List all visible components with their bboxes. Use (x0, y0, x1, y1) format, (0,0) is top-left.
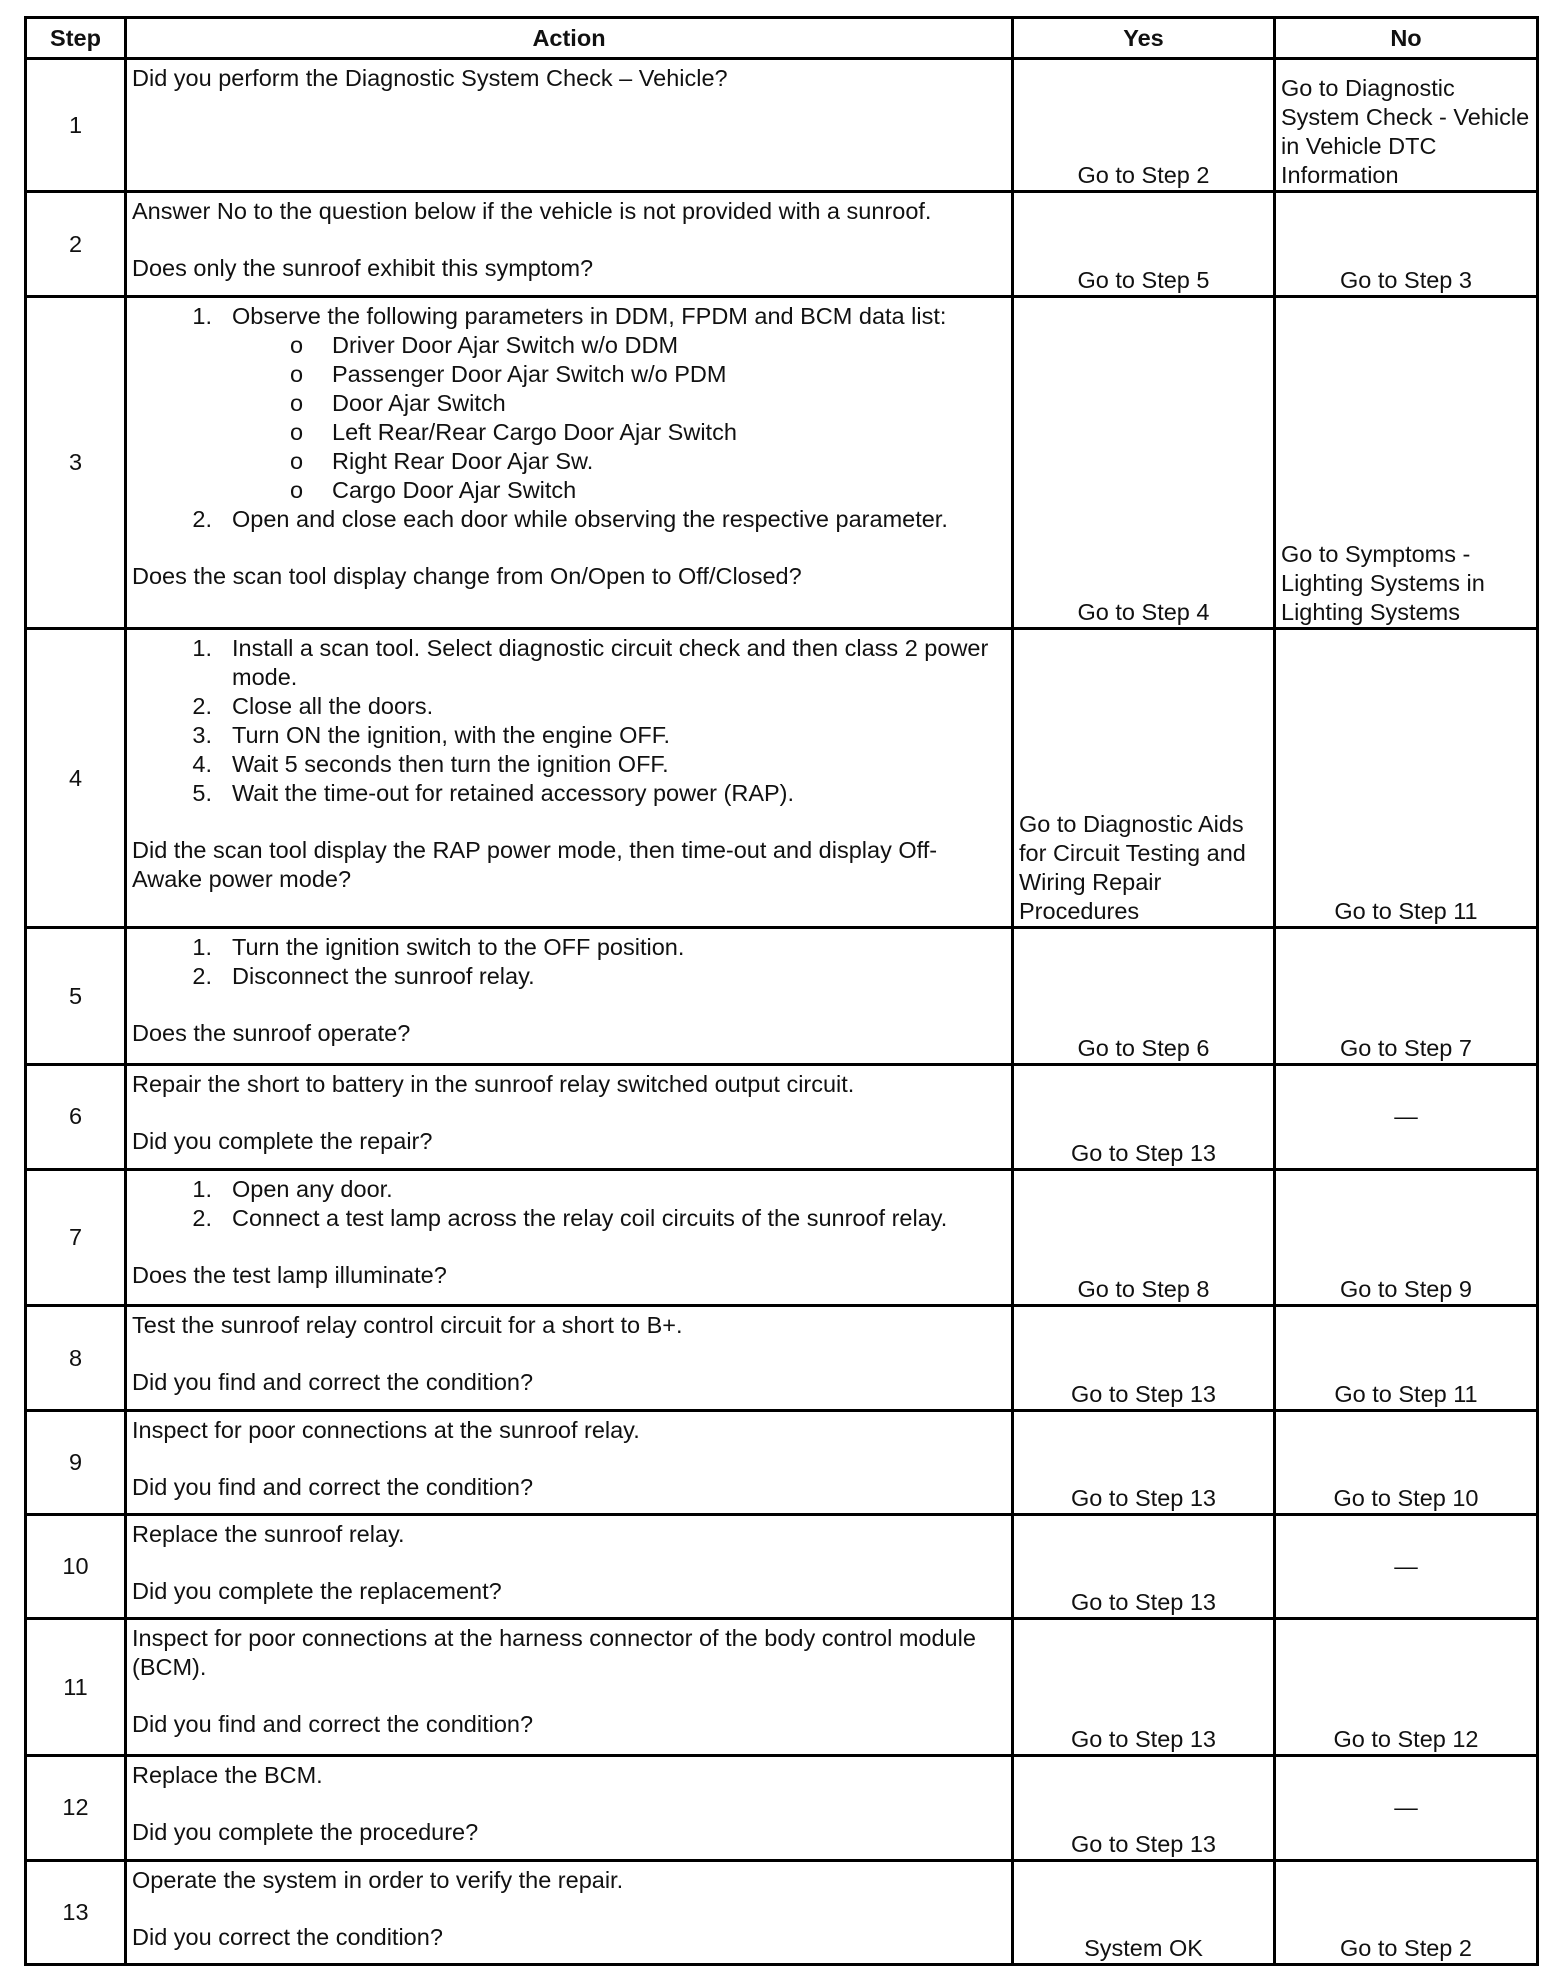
spacer (132, 1895, 1006, 1923)
step-number: 2 (26, 192, 126, 296)
step-index: 2. (192, 1204, 212, 1231)
table-row (26, 296, 1538, 628)
procedure-step (192, 721, 1006, 750)
spacer (132, 226, 1006, 254)
table-row (26, 1515, 1538, 1619)
procedure-steps (132, 634, 1006, 808)
yes-result: Go to Step 13 (1013, 1515, 1275, 1619)
table-row (26, 1306, 1538, 1410)
diagnostic-table (24, 16, 1539, 1966)
step-text: Connect a test lamp across the relay coil circuits of the sunroof relay. (232, 1204, 948, 1231)
action-question: Did you find and correct the condition? (132, 1369, 534, 1396)
spacer (132, 1099, 1006, 1127)
yes-result: Go to Step 6 (1013, 928, 1275, 1065)
no-result: — (1275, 1065, 1538, 1169)
step-text: Turn ON the ignition, with the engine OFF. (232, 721, 671, 748)
table-row (26, 1410, 1538, 1514)
step-number: 4 (26, 628, 126, 928)
table-row (26, 1860, 1538, 1964)
yes-result: Go to Step 2 (1013, 59, 1275, 192)
step-text: Disconnect the sunroof relay. (232, 963, 535, 990)
step-number: 5 (26, 928, 126, 1065)
step-text: Open and close each door while observing the respective parameter. (232, 505, 948, 532)
action-instruction: Inspect for poor connections at the harness connector of the body control module (BCM). (132, 1625, 976, 1681)
action-cell (126, 1515, 1013, 1619)
yes-result: Go to Diagnostic Aids for Circuit Testing and Wiring Repair Procedures (1013, 628, 1275, 928)
no-result: — (1275, 1515, 1538, 1619)
step-number: 3 (26, 296, 126, 628)
action-cell (126, 1065, 1013, 1169)
step-text: Close all the doors. (232, 692, 434, 719)
action-question: Did you find and correct the condition? (132, 1711, 534, 1738)
action-cell (126, 1860, 1013, 1964)
parameter-item: o Cargo Door Ajar Switch (332, 476, 1006, 505)
step-index: 4. (192, 750, 212, 777)
action-question: Does the scan tool display change from On/Open to Off/Closed? (132, 562, 802, 589)
table-row (26, 1619, 1538, 1756)
step-number: 11 (26, 1619, 126, 1756)
action-cell (126, 1619, 1013, 1756)
parameter-item: o Left Rear/Rear Cargo Door Ajar Switch (332, 418, 1006, 447)
action-cell (126, 928, 1013, 1065)
action-question: Did you correct the condition? (132, 1923, 443, 1950)
step-index: 2. (192, 963, 212, 990)
table-row (26, 59, 1538, 192)
spacer (132, 991, 1006, 1019)
table-row (26, 928, 1538, 1065)
action-cell (126, 628, 1013, 928)
action-instruction: Answer No to the question below if the vehicle is not provided with a sunroof. (132, 198, 932, 225)
action-cell (126, 192, 1013, 296)
step-number: 13 (26, 1860, 126, 1964)
step-number: 9 (26, 1410, 126, 1514)
yes-result: Go to Step 5 (1013, 192, 1275, 296)
no-result: Go to Step 7 (1275, 928, 1538, 1065)
spacer (132, 1233, 1006, 1261)
action-question: Does the test lamp illuminate? (132, 1261, 447, 1288)
action-instruction: Test the sunroof relay control circuit for a short to B+. (132, 1312, 683, 1339)
no-result: Go to Step 9 (1275, 1169, 1538, 1306)
action-instruction: Inspect for poor connections at the sunroof relay. (132, 1416, 640, 1443)
action-cell (126, 296, 1013, 628)
step-index: 1. (192, 1175, 212, 1202)
yes-result: Go to Step 13 (1013, 1756, 1275, 1860)
table-row (26, 1065, 1538, 1169)
step-number: 10 (26, 1515, 126, 1619)
no-result: Go to Symptoms - Lighting Systems in Lighting Systems (1275, 296, 1538, 628)
step-number: 6 (26, 1065, 126, 1169)
step-text: Observe the following parameters in DDM, FPDM and BCM data list: (232, 302, 947, 329)
no-result: Go to Step 11 (1275, 628, 1538, 928)
action-question: Did the scan tool display the RAP power mode, then time-out and display Off-Awake power mode? (132, 836, 938, 892)
action-cell (126, 1169, 1013, 1306)
step-index: 1. (192, 302, 212, 329)
yes-result: Go to Step 4 (1013, 296, 1275, 628)
header-step: Step (26, 18, 126, 59)
yes-result: Go to Step 8 (1013, 1169, 1275, 1306)
procedure-step (192, 634, 1006, 692)
step-text: Wait 5 seconds then turn the ignition OFF. (232, 750, 669, 777)
header-action: Action (126, 18, 1013, 59)
procedure-step (192, 505, 1006, 534)
procedure-step (192, 933, 1006, 962)
step-text: Turn the ignition switch to the OFF position. (232, 934, 685, 961)
spacer (132, 1445, 1006, 1473)
spacer (132, 1682, 1006, 1710)
yes-result: Go to Step 13 (1013, 1306, 1275, 1410)
step-number: 7 (26, 1169, 126, 1306)
yes-result: Go to Step 13 (1013, 1410, 1275, 1514)
header-no: No (1275, 18, 1538, 59)
procedure-steps (132, 933, 1006, 991)
spacer (132, 808, 1006, 836)
table-row (26, 1169, 1538, 1306)
procedure-step (192, 1175, 1006, 1204)
action-question: Does the sunroof operate? (132, 1020, 411, 1047)
action-question: Did you complete the procedure? (132, 1819, 479, 1846)
procedure-steps (132, 302, 1006, 534)
step-number: 1 (26, 59, 126, 192)
table-row (26, 1756, 1538, 1860)
step-index: 5. (192, 779, 212, 806)
action-cell (126, 59, 1013, 192)
step-text: Install a scan tool. Select diagnostic circuit check and then class 2 power mode. (232, 634, 989, 690)
step-index: 1. (192, 634, 212, 661)
parameter-item: o Right Rear Door Ajar Sw. (332, 447, 1006, 476)
no-result: Go to Step 10 (1275, 1410, 1538, 1514)
step-text: Wait the time-out for retained accessory power (RAP). (232, 779, 795, 806)
no-result: — (1275, 1756, 1538, 1860)
step-index: 2. (192, 692, 212, 719)
step-index: 2. (192, 505, 212, 532)
action-cell (126, 1756, 1013, 1860)
action-question: Did you complete the repair? (132, 1128, 433, 1155)
header-row (26, 18, 1538, 59)
procedure-step (192, 692, 1006, 721)
header-yes: Yes (1013, 18, 1275, 59)
no-result: Go to Step 3 (1275, 192, 1538, 296)
procedure-step (192, 302, 1006, 505)
yes-result: System OK (1013, 1860, 1275, 1964)
no-result: Go to Step 11 (1275, 1306, 1538, 1410)
parameter-item: o Door Ajar Switch (332, 389, 1006, 418)
step-text: Open any door. (232, 1175, 393, 1202)
action-instruction: Operate the system in order to verify the repair. (132, 1866, 624, 1893)
procedure-step (192, 1204, 1006, 1233)
no-result: Go to Step 12 (1275, 1619, 1538, 1756)
action-instruction: Replace the sunroof relay. (132, 1521, 405, 1548)
spacer (132, 1340, 1006, 1368)
procedure-step (192, 750, 1006, 779)
action-instruction: Repair the short to battery in the sunroof relay switched output circuit. (132, 1071, 855, 1098)
action-instruction: Replace the BCM. (132, 1762, 323, 1789)
step-number: 12 (26, 1756, 126, 1860)
parameter-item: o Passenger Door Ajar Switch w/o PDM (332, 360, 1006, 389)
yes-result: Go to Step 13 (1013, 1619, 1275, 1756)
procedure-steps (132, 1175, 1006, 1233)
action-question: Did you complete the replacement? (132, 1578, 502, 1605)
action-question: Did you find and correct the condition? (132, 1473, 534, 1500)
procedure-step (192, 962, 1006, 991)
spacer (132, 534, 1006, 562)
step-index: 3. (192, 721, 212, 748)
parameter-item: o Driver Door Ajar Switch w/o DDM (332, 331, 1006, 360)
action-cell (126, 1306, 1013, 1410)
spacer (132, 1549, 1006, 1577)
parameter-list (232, 331, 1006, 505)
action-instruction: Did you perform the Diagnostic System Check – Vehicle? (132, 65, 728, 91)
no-result: Go to Diagnostic System Check - Vehicle in Vehicle DTC Information (1275, 59, 1538, 192)
yes-result: Go to Step 13 (1013, 1065, 1275, 1169)
table-row (26, 628, 1538, 928)
step-number: 8 (26, 1306, 126, 1410)
table-row (26, 192, 1538, 296)
procedure-step (192, 779, 1006, 808)
action-cell (126, 1410, 1013, 1514)
no-result: Go to Step 2 (1275, 1860, 1538, 1964)
step-index: 1. (192, 934, 212, 961)
action-question: Does only the sunroof exhibit this symptom? (132, 255, 594, 282)
spacer (132, 1790, 1006, 1818)
